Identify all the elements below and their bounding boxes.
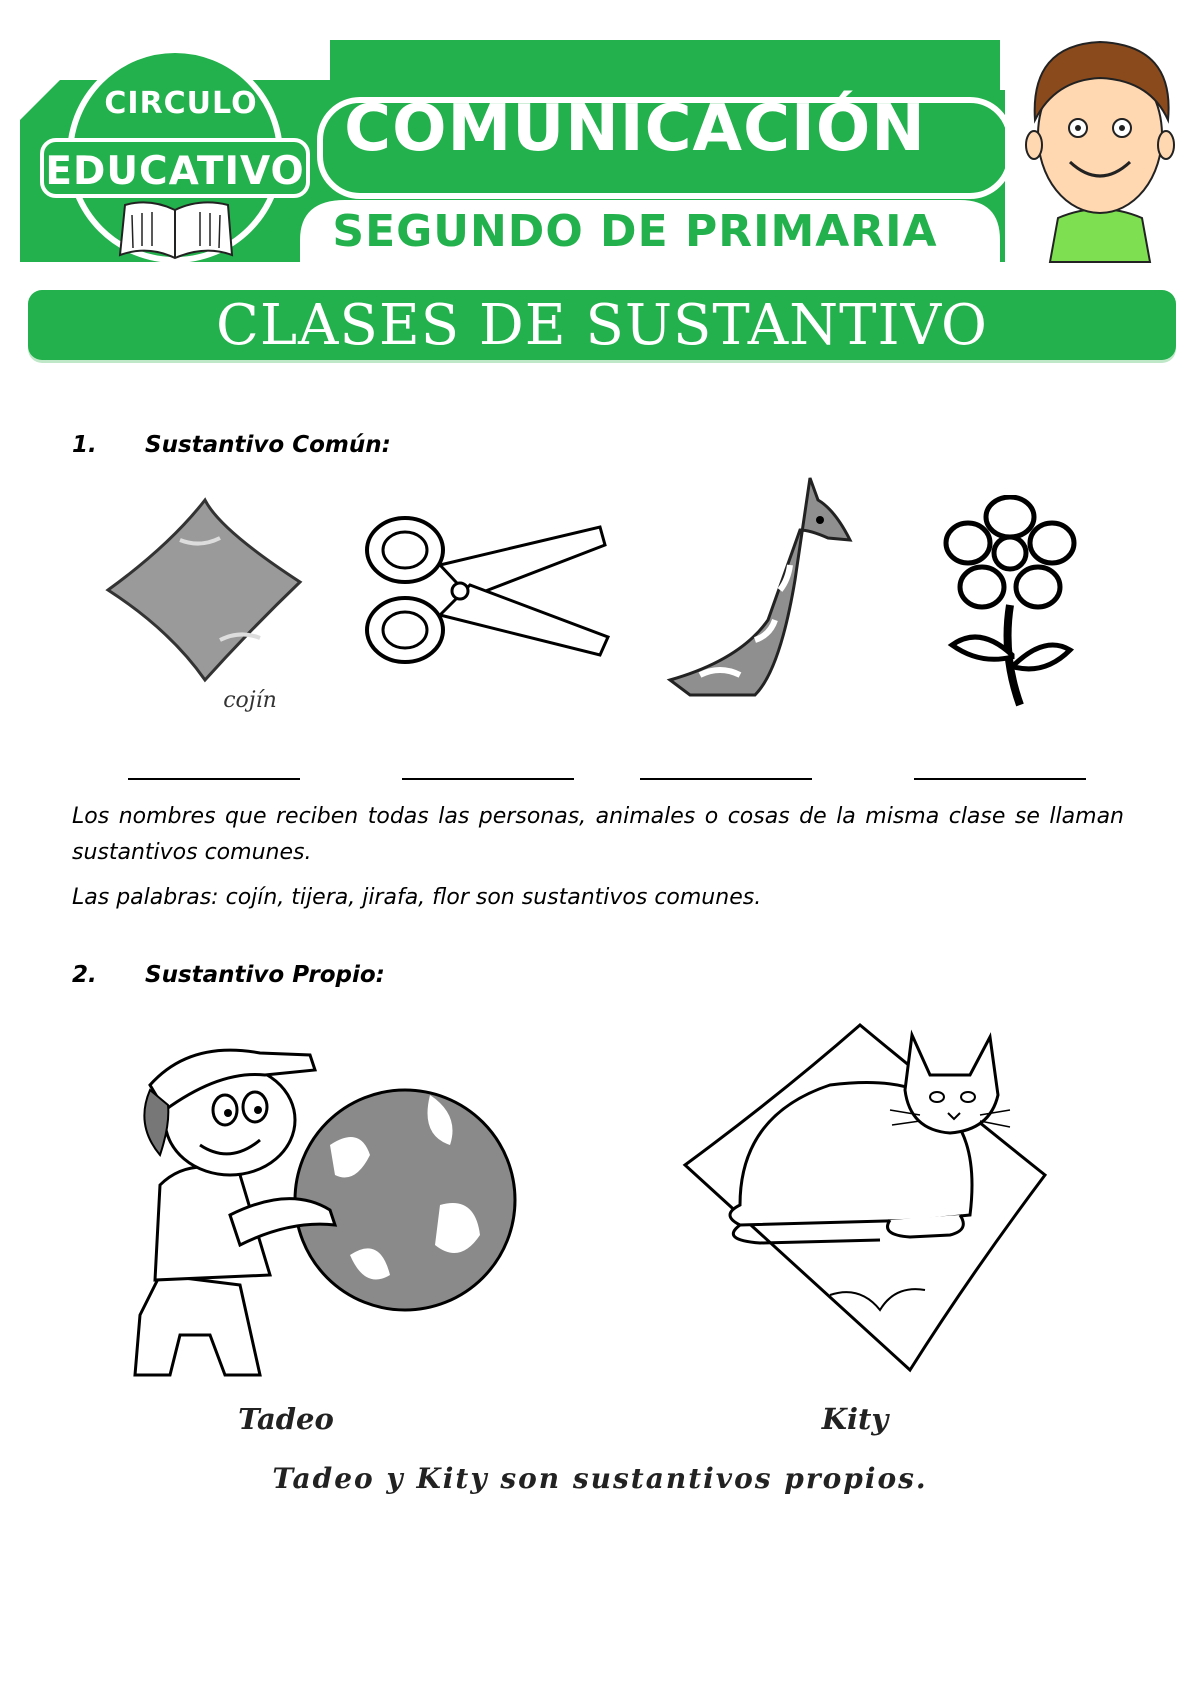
definition-paragraph: Los nombres que reciben todas las personas, animales o cosas de la misma clase se llaman sustantivos comunes.: [72, 804, 1124, 865]
section2-heading: Sustantivo Propio:: [145, 962, 385, 988]
flower-icon: [940, 495, 1080, 710]
cushion-icon: [100, 490, 310, 690]
answer-blank-2[interactable]: [402, 778, 574, 780]
page-title: CLASES DE SUSTANTIVO: [216, 293, 988, 358]
scissors-icon: [360, 505, 620, 675]
answer-blank-4[interactable]: [914, 778, 1086, 780]
grade-title: SEGUNDO DE PRIMARIA: [332, 206, 938, 257]
answer-blank-1[interactable]: [128, 778, 300, 780]
section1-heading: Sustantivo Común:: [145, 432, 391, 458]
boy-mascot-icon: [1005, 36, 1190, 268]
logo-text-educativo: EDUCATIVO: [40, 138, 310, 198]
conclusion-sentence: Tadeo y Kity son sustantivos propios.: [272, 1462, 928, 1495]
section1-number: 1.: [72, 432, 97, 458]
section2-number: 2.: [72, 962, 97, 988]
answer-blank-3[interactable]: [640, 778, 812, 780]
name-caption-tadeo: Tadeo: [238, 1402, 334, 1436]
logo-text-circulo: CIRCULO: [104, 86, 258, 121]
book-icon: [120, 202, 232, 258]
subject-title: COMUNICACIÓN: [344, 92, 926, 166]
cushion-label: cojín: [223, 688, 277, 713]
name-caption-kity: Kity: [821, 1402, 889, 1436]
giraffe-icon: [660, 470, 860, 700]
example-paragraph: Las palabras: cojín, tijera, jirafa, flor son sustantivos comunes.: [72, 885, 762, 910]
cat-on-cushion-icon: [680, 1015, 1060, 1380]
boy-with-globe-icon: [130, 1035, 530, 1385]
